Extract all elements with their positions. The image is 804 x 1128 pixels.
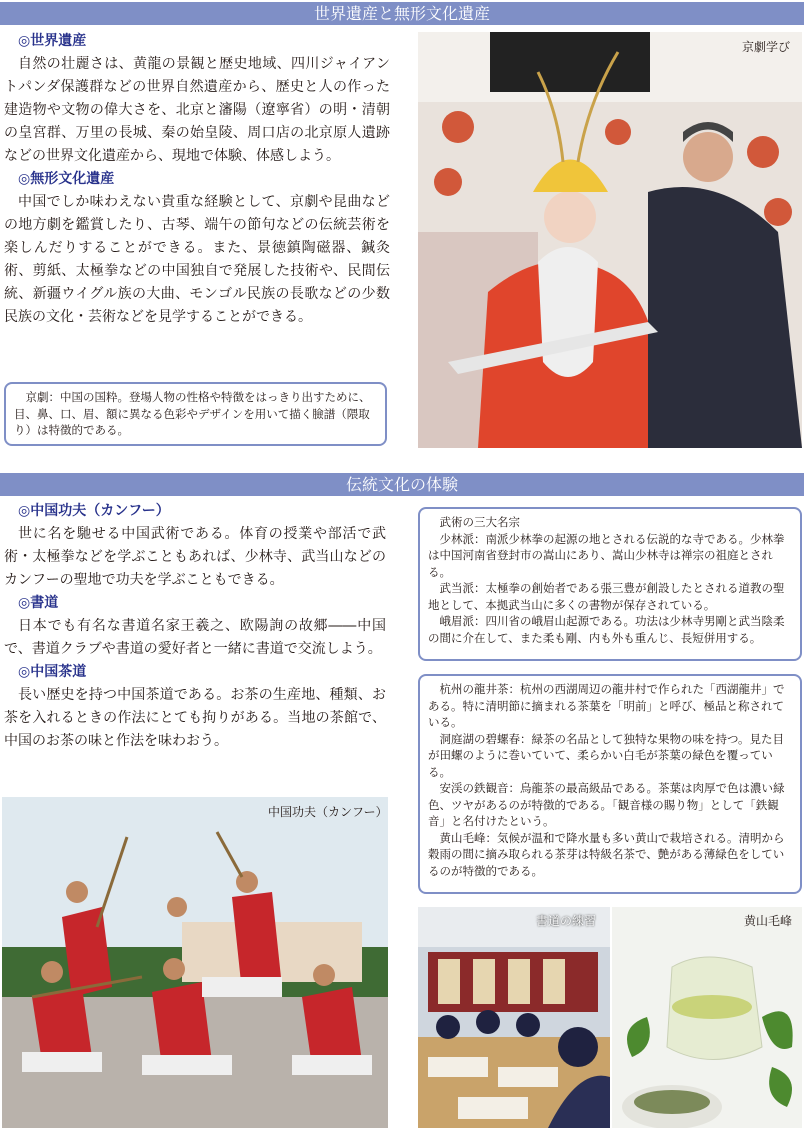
tea-photo [612,907,802,1128]
kungfu-heading: ◎中国功夫（カンフー） [18,503,170,519]
tea-heading: ◎中国茶道 [18,664,87,680]
tea-photo-caption: 黄山毛峰 [744,914,793,928]
kungfu-paragraph: 世に名を馳せる中国武術である。体育の授業や部活で武術・太極拳などを学ぶこともあれば、少林寺、武当山などのカンフーの聖地で功夫を学ぶこともできる。 [4,526,386,588]
tea-note-item: 杭州の龍井茶：杭州の西湖周辺の龍井村で作られた「西湖龍井」である。特に清明節に摘まれる茶葉を「明前」と呼び、極品と称されている。 [428,682,785,729]
kungfu-photo [2,797,388,1128]
martial-arts-note [418,507,802,661]
calligraphy-photo-caption: 書道の練習 [536,914,597,928]
intangible-heritage-paragraph: 中国でしか味わえない貴重な経験として、京劇や昆曲などの地方劇を鑑賞したり、古琴、端午の節句などの伝統芸術を楽しんだりすることができる。また、景徳鎮陶磁器、鍼灸術、剪紙、太極拳などの中国独自で発展した技術や、民間伝統、新疆ウイグル族の大曲、モンゴル民族の長歌などの少数民族の文化・芸術などを見学することができる。 [4,194,390,325]
heritage-text-block [4,30,390,329]
peking-opera-note [4,382,387,446]
martial-arts-note-item: 峨眉派：四川省の峨眉山起源である。功法は少林寺男剛と武当陰柔の間に介在して、また柔も剛、内も外も重んじ、長短併用する。 [428,614,785,645]
peking-opera-caption: 京劇学び [742,40,791,54]
martial-arts-note-title: 武術の三大名宗 [439,515,520,529]
martial-arts-note-item: 武当派：太極拳の創始者である張三豊が創設したとされる道教の聖地として、本拠武当山に多くの書物が保存されている。 [428,581,785,612]
tea-paragraph: 長い歴史を持つ中国茶道である。お茶の生産地、種類、お茶を入れるときの作法にとても拘りがある。当地の茶館で、中国のお茶の味と作法を味わおう。 [4,687,386,749]
tradition-text-block [4,500,386,753]
tea-varieties-note [418,674,802,894]
peking-opera-photo [418,32,802,448]
peking-opera-note-text: 京劇：中国の国粋。登場人物の性格や特徴をはっきり出すために、目、鼻、口、眉、額に異なる色彩やデザインを用いて描く臉譜（隈取り）は特徴的である。 [14,390,371,437]
world-heritage-paragraph: 自然の壮麗さは、黄龍の景観と歴史地域、四川ジャイアントパンダ保護群などの世界自然遺産から、歴史と人の作った建造物や文物の偉大さを、北京と瀋陽（遼寧省）の明・清朝の皇宮群、万里の長城、秦の始皇陵、周口店の北京原人遺跡などの世界文化遺産から、現地で体験、体感しよう。 [4,56,390,164]
calligraphy-photo [418,907,610,1128]
tea-note-item: 黄山毛峰：気候が温和で降水量も多い黄山で栽培される。清明から穀雨の間に摘み取られる茶芽は特級名茶で、艶がある薄緑色をしているのが特徴的である。 [428,830,785,878]
calligraphy-paragraph: 日本でも有名な書道名家王羲之、欧陽詢の故郷――中国で、書道クラブや書道の愛好者と一緒に書道で交流しよう。 [4,618,386,657]
intangible-heritage-heading: ◎無形文化遺産 [18,171,115,187]
world-heritage-heading: ◎世界遺産 [18,33,87,49]
kungfu-photo-caption: 中国功夫（カンフー） [268,805,388,819]
section-banner-tradition: 伝統文化の体験 [0,473,804,496]
calligraphy-heading: ◎書道 [18,595,59,611]
martial-arts-note-item: 少林派：南派少林拳の起源の地とされる伝説的な寺である。少林拳は中国河南省登封市の嵩山にあり、嵩山少林寺は禅宗の祖庭とされる。 [428,531,785,579]
tea-note-item: 洞庭湖の碧螺春：緑茶の名品として独特な果物の味を持つ。見た目が田螺のように巻いていて、柔らかい白毛が茶葉の緑色を覆っている。 [428,731,785,779]
tea-note-item: 安渓の鉄観音：烏龍茶の最高級品である。茶葉は肉厚で色は濃い緑色、ツヤがあるのが特徴的である。「観音様の賜り物」として「鉄観音」と名付けたという。 [428,781,785,828]
section-banner-heritage: 世界遺産と無形文化遺産 [0,2,804,25]
